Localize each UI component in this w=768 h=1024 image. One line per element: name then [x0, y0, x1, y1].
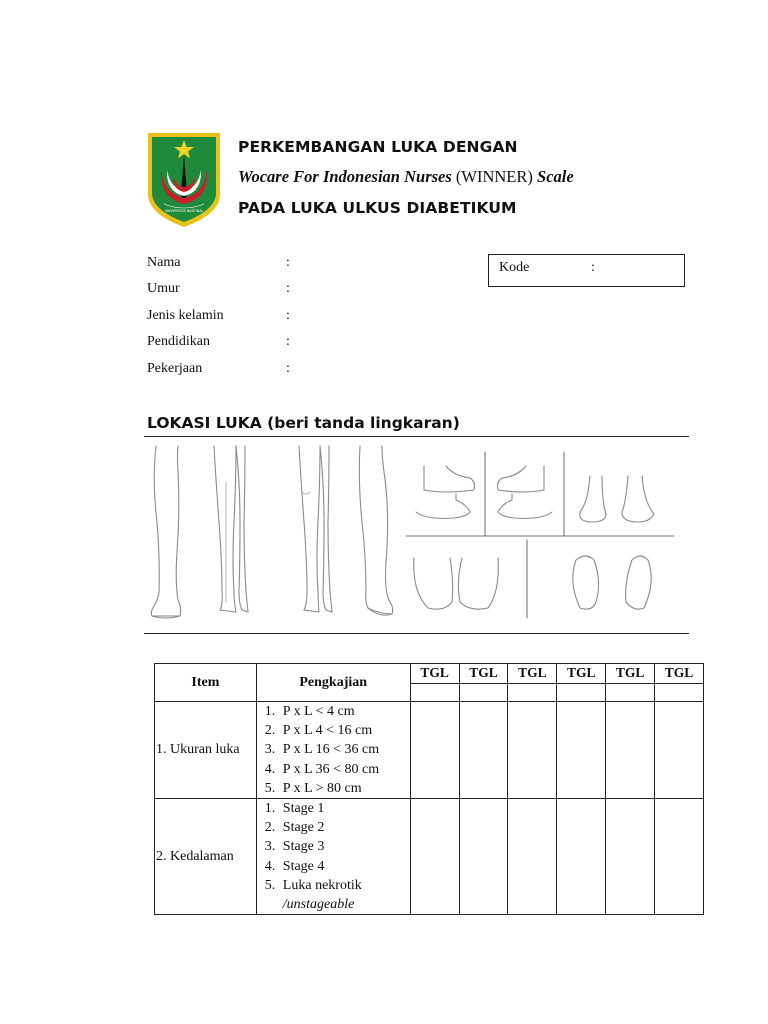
field-label-jenis-kelamin: Jenis kelamin [147, 308, 224, 323]
list-item [265, 799, 406, 818]
field-colon-pendidikan: : [286, 334, 290, 349]
wound-location-diagram [144, 442, 689, 632]
pengkajian-list [256, 702, 410, 799]
date-cell[interactable] [557, 684, 606, 702]
list-item [265, 721, 406, 740]
col-header-item: Item [155, 664, 257, 702]
list-item [265, 818, 406, 837]
list-text: Luka nekrotik [282, 877, 362, 893]
list-num: 4. [264, 761, 276, 777]
lokasi-top-rule [144, 436, 689, 437]
score-cell[interactable] [410, 702, 459, 799]
field-colon-jenis-kelamin: : [286, 308, 290, 323]
date-cell[interactable] [655, 684, 704, 702]
col-header-tgl: TGL [557, 664, 606, 684]
list-text: Stage 3 [282, 839, 325, 855]
leg-back-right-icon [299, 446, 332, 612]
date-cell[interactable] [459, 684, 508, 702]
list-num: 2. [264, 820, 276, 836]
university-logo [147, 132, 221, 228]
foot-medial-icon [416, 466, 475, 518]
kode-colon: : [591, 260, 595, 275]
list-item-continuation: /unstageable [282, 896, 355, 912]
logo-text: UNIVERSITAS NASIONAL [164, 209, 204, 213]
date-cell[interactable] [606, 684, 655, 702]
score-cell[interactable] [508, 798, 557, 914]
list-text: P x L < 4 cm [282, 704, 355, 719]
leg-front-left-icon [214, 446, 248, 612]
title-line-2-winner: (WINNER) [455, 167, 533, 186]
score-cell[interactable] [410, 798, 459, 914]
lokasi-bottom-rule [144, 633, 689, 634]
feet-back-icon [414, 558, 499, 609]
list-num: 4. [264, 858, 276, 874]
pengkajian-list [256, 798, 410, 914]
list-text: P x L 4 < 16 cm [282, 723, 373, 739]
list-num: 5. [264, 780, 276, 796]
list-item [265, 779, 406, 798]
leg-lateral-left-icon [151, 446, 180, 618]
list-num: 3. [264, 742, 276, 758]
date-cell[interactable] [410, 684, 459, 702]
date-cell[interactable] [508, 684, 557, 702]
score-cell[interactable] [557, 702, 606, 799]
kode-box[interactable] [488, 254, 685, 287]
score-cell[interactable] [459, 702, 508, 799]
list-text: Stage 1 [282, 800, 325, 816]
title-line-2 [238, 167, 574, 187]
col-header-tgl: TGL [606, 664, 655, 684]
feet-sole-icon [573, 556, 651, 609]
score-cell[interactable] [655, 798, 704, 914]
title-line-3: PADA LUKA ULKUS DIABETIKUM [238, 199, 517, 217]
title-line-2-italic: Wocare For Indonesian Nurses [238, 167, 452, 186]
list-num: 1. [264, 704, 276, 719]
table-row [155, 798, 704, 914]
list-text: P x L > 80 cm [282, 780, 362, 796]
field-label-umur: Umur [147, 281, 180, 296]
list-num: 2. [264, 723, 276, 739]
col-header-tgl: TGL [655, 664, 704, 684]
col-header-tgl: TGL [410, 664, 459, 684]
score-cell[interactable] [606, 702, 655, 799]
feet-front-icon [580, 476, 654, 522]
foot-lateral-icon [498, 466, 553, 518]
list-item [265, 702, 406, 721]
score-cell[interactable] [508, 702, 557, 799]
list-item [265, 740, 406, 759]
field-label-nama: Nama [147, 255, 181, 270]
list-num: 3. [264, 839, 276, 855]
score-cell[interactable] [606, 798, 655, 914]
col-header-tgl: TGL [459, 664, 508, 684]
table-row [155, 702, 704, 799]
title-line-1: PERKEMBANGAN LUKA DENGAN [238, 138, 518, 156]
item-ukuran-luka: 1. Ukuran luka [155, 702, 257, 799]
list-text: Stage 4 [282, 858, 325, 874]
kode-label: Kode [499, 260, 530, 275]
list-text: Stage 2 [282, 820, 325, 836]
list-num: 5. [264, 877, 276, 893]
field-label-pendidikan: Pendidikan [147, 334, 210, 349]
col-header-tgl: TGL [508, 664, 557, 684]
assessment-table [154, 663, 704, 915]
list-item [265, 876, 406, 895]
field-colon-pekerjaan: : [286, 361, 290, 376]
score-cell[interactable] [655, 702, 704, 799]
lokasi-luka-title: LOKASI LUKA (beri tanda lingkaran) [147, 414, 460, 432]
list-text: P x L 16 < 36 cm [282, 742, 380, 758]
title-line-2-scale: Scale [537, 167, 574, 186]
list-item [265, 837, 406, 856]
list-item [265, 760, 406, 779]
list-text: P x L 36 < 80 cm [282, 761, 380, 777]
list-item [265, 857, 406, 876]
score-cell[interactable] [459, 798, 508, 914]
field-label-pekerjaan: Pekerjaan [147, 361, 203, 376]
item-kedalaman: 2. Kedalaman [155, 798, 257, 914]
field-colon-nama: : [286, 255, 290, 270]
list-num: 1. [264, 800, 276, 816]
score-cell[interactable] [557, 798, 606, 914]
leg-lateral-right-icon [359, 446, 392, 615]
field-colon-umur: : [286, 281, 290, 296]
col-header-pengkajian: Pengkajian [256, 664, 410, 702]
